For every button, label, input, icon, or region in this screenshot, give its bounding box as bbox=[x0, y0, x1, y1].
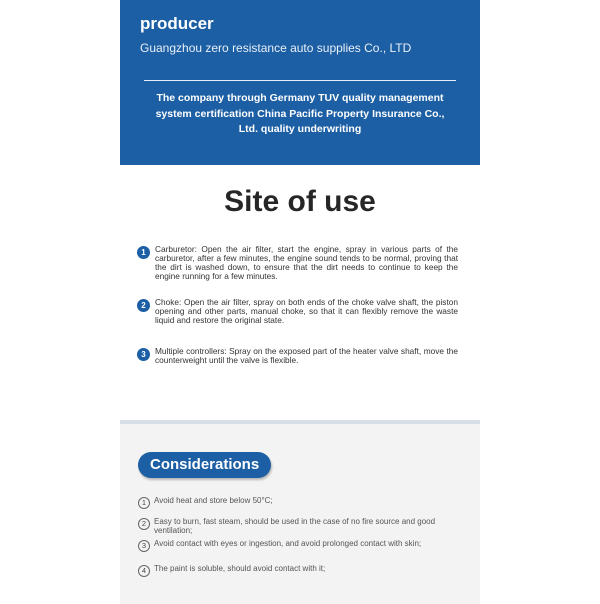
circled-number: 4 bbox=[138, 565, 150, 577]
step-text: Choke: Open the air filter, spray on both ends of the choke valve shaft, the piston opening and other parts, manual choke, so that it can flexibly remove the waste liquid and restore the original state. bbox=[155, 297, 458, 325]
step-number-badge: 2 bbox=[137, 299, 150, 312]
consideration-text: Easy to burn, fast steam, should be used in the case of no fire source and good ventilation; bbox=[154, 517, 436, 535]
certification-text: The company through Germany TUV quality management system certification China Pacific Property Insurance Co., Ltd. quality underwriting bbox=[155, 92, 445, 135]
site-of-use-title: Site of use bbox=[224, 185, 376, 218]
consideration-item bbox=[138, 518, 450, 535]
step-choke bbox=[137, 298, 458, 325]
considerations-section bbox=[120, 420, 480, 604]
consideration-text: The paint is soluble, should avoid contact with it; bbox=[154, 564, 326, 573]
producer-title: producer bbox=[140, 14, 214, 33]
consideration-item bbox=[138, 565, 450, 574]
step-number-badge: 1 bbox=[137, 246, 150, 259]
divider bbox=[144, 80, 456, 81]
circled-number: 1 bbox=[138, 497, 150, 509]
site-of-use-section bbox=[120, 165, 480, 423]
consideration-item bbox=[138, 497, 450, 506]
step-multiple-controllers bbox=[137, 347, 458, 365]
step-text: Multiple controllers: Spray on the exposed part of the heater valve shaft, move the counterweight until the valve is flexible. bbox=[155, 346, 458, 365]
consideration-text: Avoid contact with eyes or ingestion, and avoid prolonged contact with skin; bbox=[154, 539, 422, 548]
circled-number: 2 bbox=[138, 518, 150, 530]
circled-number: 3 bbox=[138, 540, 150, 552]
producer-section bbox=[120, 0, 480, 165]
considerations-title: Considerations bbox=[138, 452, 271, 478]
step-number-badge: 3 bbox=[137, 348, 150, 361]
consideration-text: Avoid heat and store below 50°C; bbox=[154, 496, 273, 505]
step-carburetor bbox=[137, 245, 458, 281]
consideration-item bbox=[138, 540, 450, 549]
step-text: Carburetor: Open the air filter, start the engine, spray in various parts of the carburetor, after a few minutes, the engine sound tends to be normal, proving that the dirt is washed down, to ensure that the dirt needs to continue to keep the engine running for a few minutes. bbox=[155, 244, 458, 281]
producer-company: Guangzhou zero resistance auto supplies Co., LTD bbox=[140, 41, 412, 55]
